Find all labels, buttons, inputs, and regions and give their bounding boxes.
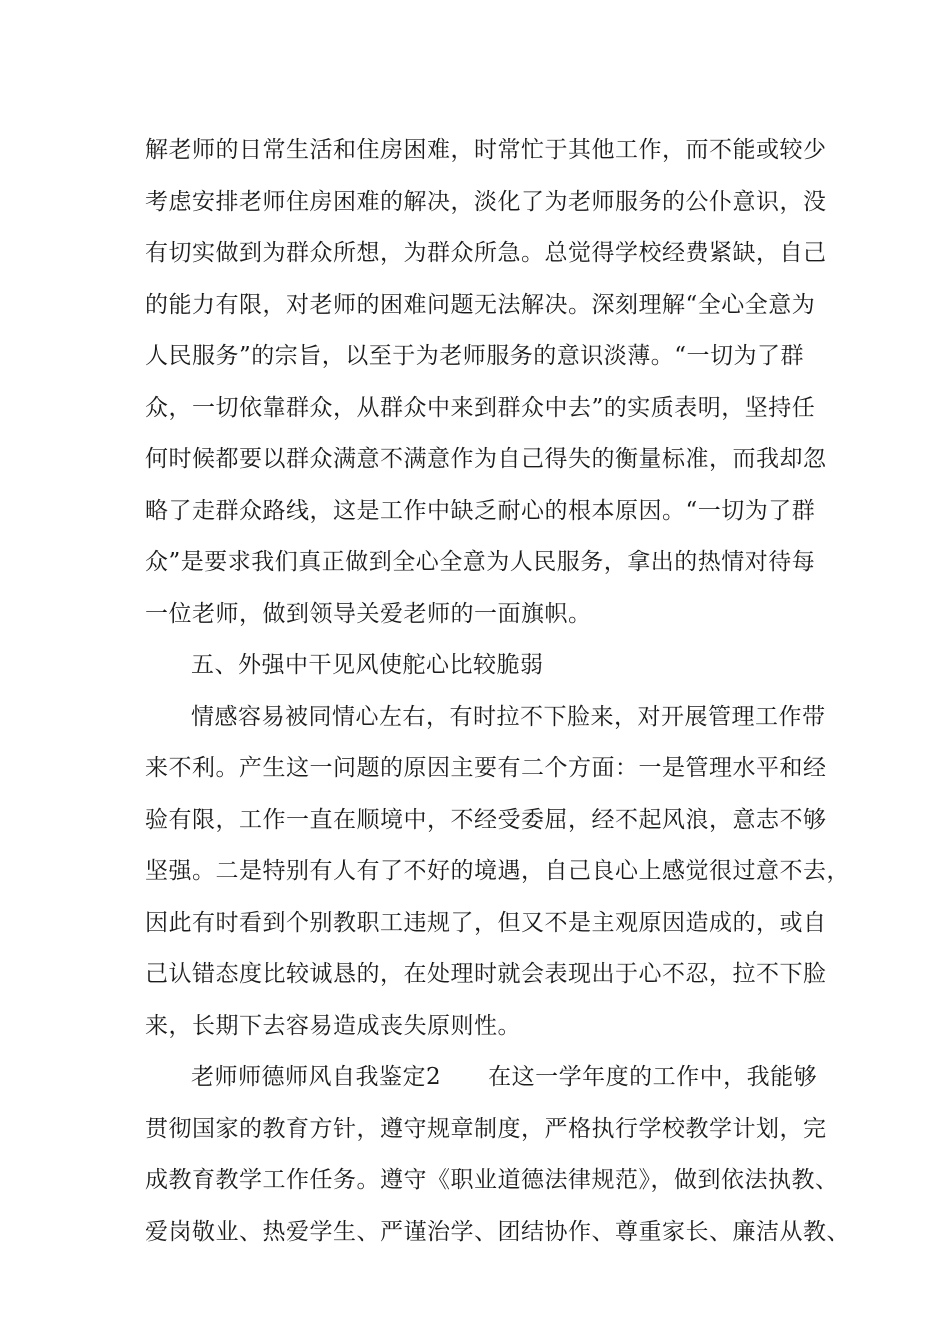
paragraph-3 (145, 1052, 850, 1258)
text-line: 众，一切依靠群众，从群众中来到群众中去”的实质表明，坚持任 (145, 394, 816, 421)
text-line: 何时候都要以群众满意不满意作为自己得失的衡量标准，而我却忽 (145, 446, 827, 472)
text-line: 的能力有限，对老师的困难问题无法解决。深刻理解“全心全意为 (145, 291, 816, 318)
text-line: 老师师德师风自我鉴定2 在这一学年度的工作中，我能够 (191, 1064, 818, 1090)
text-line: 验有限，工作一直在顺境中，不经受委屈，经不起风浪，意志不够 (145, 806, 827, 833)
text-line: 考虑安排老师住房困难的解决，淡化了为老师服务的公仆意识，没 (145, 188, 827, 215)
text-line: 己认错态度比较诚恳的，在处理时就会表现出于心不忍，拉不下脸 (145, 961, 827, 987)
text-line: 有切实做到为群众所想，为群众所急。总觉得学校经费紧缺，自己 (145, 240, 827, 266)
text-line: 来不利。产生这一问题的原因主要有二个方面：一是管理水平和经 (145, 755, 827, 781)
text-line: 来，长期下去容易造成丧失原则性。 (145, 1012, 521, 1039)
text-line: 解老师的日常生活和住房困难，时常忙于其他工作，而不能或较少 (145, 137, 827, 163)
heading-text: 五、外强中干见风使舵心比较脆弱 (191, 652, 544, 678)
document-page (145, 125, 850, 1258)
text-line: 爱岗敬业、热爱学生、严谨治学、团结协作、尊重家长、廉洁从教、 (145, 1218, 850, 1245)
text-line: 略了走群众路线，这是工作中缺乏耐心的根本原因。“一切为了群 (145, 497, 816, 524)
text-line: 众”是要求我们真正做到全心全意为人民服务，拿出的热情对待每 (145, 549, 816, 575)
text-line: 坚强。二是特别有人有了不好的境遇，自己良心上感觉很过意不去， (145, 858, 850, 884)
paragraph-2 (145, 692, 850, 1053)
text-line: 人民服务”的宗旨，以至于为老师服务的意识淡薄。“一切为了群 (145, 343, 805, 369)
section-heading (145, 640, 825, 692)
text-line: 成教育教学工作任务。遵守《职业道德法律规范》，做到依法执教、 (145, 1167, 839, 1193)
text-line: 一位老师，做到领导关爱老师的一面旗帜。 (145, 600, 592, 627)
text-line: 贯彻国家的教育方针，遵守规章制度，严格执行学校教学计划，完 (145, 1115, 827, 1142)
paragraph-1 (145, 125, 825, 640)
text-line: 因此有时看到个别教职工违规了，但又不是主观原因造成的，或自 (145, 909, 827, 936)
text-line: 情感容易被同情心左右，有时拉不下脸来，对开展管理工作带 (191, 703, 826, 730)
